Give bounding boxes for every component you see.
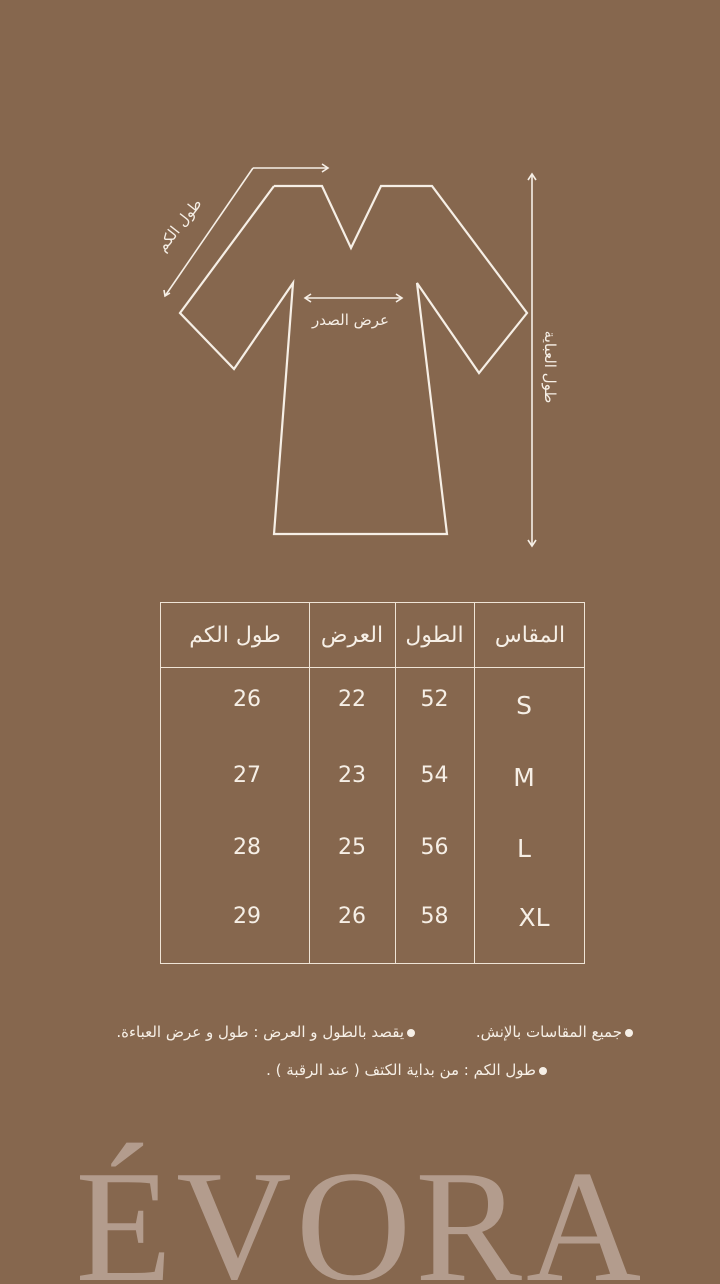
cell-length: 52: [420, 687, 449, 712]
size-table: [160, 602, 585, 964]
note-sleeve: [266, 1061, 550, 1079]
cell-size: S: [516, 691, 532, 720]
cell-length: 54: [420, 763, 449, 788]
header-width: العرض: [320, 623, 384, 648]
cell-sleeve: 28: [233, 835, 261, 860]
header-size: المقاس: [494, 623, 566, 648]
cell-sleeve: 26: [233, 687, 261, 712]
total-length-label: طول العباية: [541, 330, 559, 404]
cell-width: 22: [338, 687, 366, 712]
bullet-icon: [625, 1029, 633, 1037]
brand-name: ÉVORA: [80, 1140, 640, 1280]
header-length: الطول: [405, 623, 464, 648]
note-units-text: جميع المقاسات بالإنش.: [475, 1023, 622, 1041]
total-length-arrow: [528, 174, 536, 546]
chest-width-label: عرض الصدر: [312, 311, 389, 329]
note-dimensions-text: يقصد بالطول و العرض : طول و عرض العباءة.: [116, 1023, 404, 1041]
cell-sleeve: 27: [233, 763, 261, 788]
cell-size: XL: [518, 903, 550, 932]
cell-width: 26: [338, 904, 366, 929]
cell-size: M: [513, 763, 535, 792]
abaya-outline-drawing: [0, 0, 720, 580]
cell-sleeve: 29: [233, 904, 261, 929]
bullet-icon: [539, 1067, 547, 1075]
cell-size: L: [517, 834, 531, 863]
garment-diagram: [0, 0, 720, 580]
cell-width: 25: [338, 835, 366, 860]
evora-wordmark: [80, 1140, 640, 1280]
abaya-outline: [180, 186, 527, 534]
table-header-divider: [161, 667, 584, 668]
brand-logo: [80, 1140, 640, 1280]
note-units: [476, 1023, 636, 1041]
sleeve-length-arrow: [164, 164, 328, 296]
note-sleeve-text: طول الكم : من بداية الكتف ( عند الرقبة ) .: [266, 1061, 536, 1079]
chest-width-arrow: [305, 294, 402, 302]
note-dimensions: [116, 1023, 418, 1041]
header-sleeve: طول الكم: [189, 623, 281, 648]
sleeve-length-label: طول الكم: [152, 194, 206, 256]
cell-length: 58: [420, 904, 449, 929]
bullet-icon: [407, 1029, 415, 1037]
cell-width: 23: [338, 763, 366, 788]
cell-length: 56: [420, 835, 449, 860]
